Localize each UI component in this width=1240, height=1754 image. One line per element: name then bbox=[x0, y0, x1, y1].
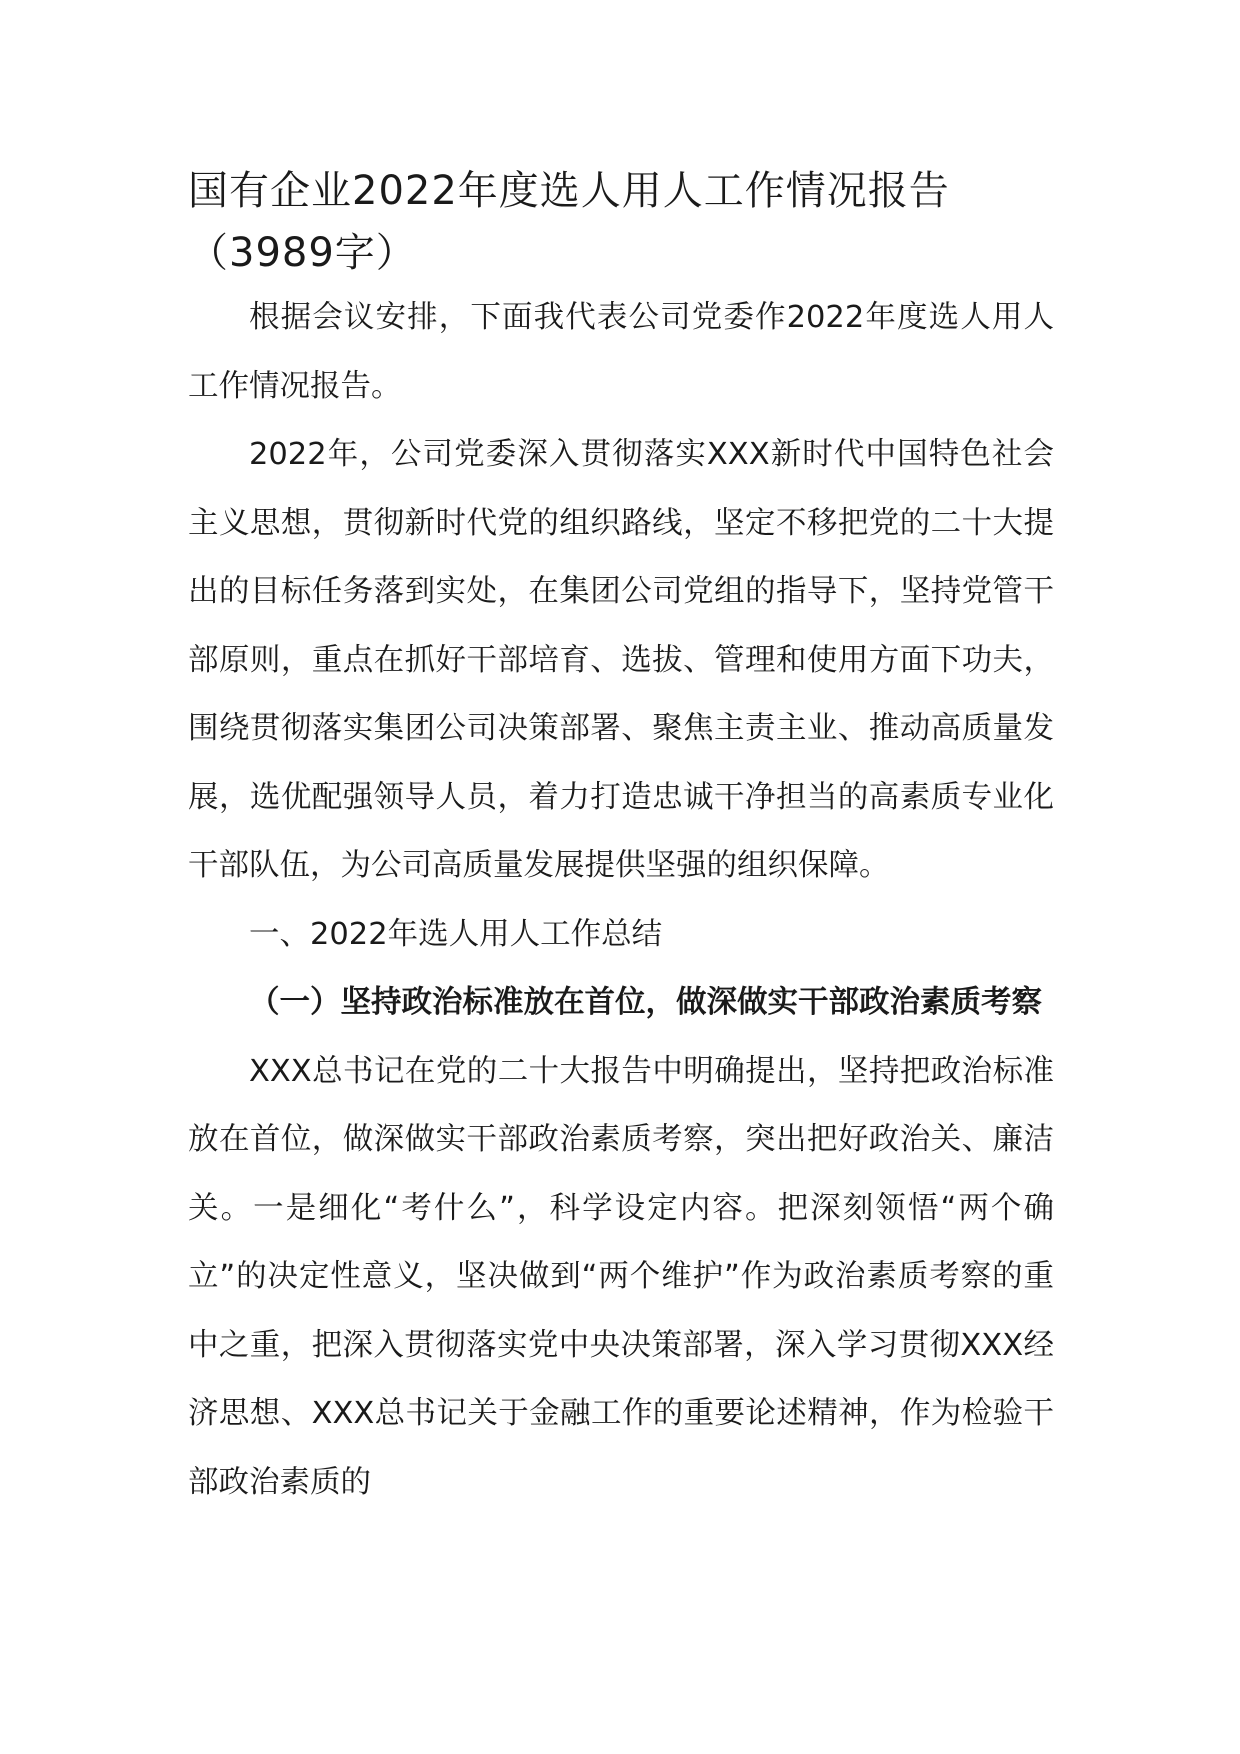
document-content bbox=[188, 160, 1054, 1517]
intro-paragraph: 根据会议安排，下面我代表公司党委作2022年度选人用人工作情况报告。 bbox=[188, 300, 1054, 404]
subsection-heading: （一）坚持政治标准放在首位，做深做实干部政治素质考察 bbox=[249, 985, 1042, 1020]
overview-paragraph: 2022年，公司党委深入贯彻落实XXX新时代中国特色社会主义思想，贯彻新时代党的组织路线，坚定不移把党的二十大提出的目标任务落到实处，在集团公司党组的指导下，坚持党管干部原则，重点在抓好干部培育、选拔、管理和使用方面下功夫，围绕贯彻落实集团公司决策部署、聚焦主责主业、推动高质量发展，选优配强领导人员，着力打造忠诚干净担当的高素质专业化干部队伍，为公司高质量发展提供坚强的组织保障。 bbox=[188, 437, 1054, 883]
document-title: 国有企业2022年度选人用人工作情况报告（3989字） bbox=[188, 168, 950, 276]
section-heading: 一、2022年选人用人工作总结 bbox=[249, 916, 663, 952]
body-paragraph: XXX总书记在党的二十大报告中明确提出，坚持把政治标准放在首位，做深做实干部政治素质考察，突出把好政治关、廉洁关。一是细化“考什么”，科学设定内容。把深刻领悟“两个确立”的决定性意义，坚决做到“两个维护”作为政治素质考察的重中之重，把深入贯彻落实党中央决策部署，深入学习贯彻XXX经济思想、XXX总书记关于金融工作的重要论述精神，作为检验干部政治素质的 bbox=[188, 1053, 1054, 1500]
